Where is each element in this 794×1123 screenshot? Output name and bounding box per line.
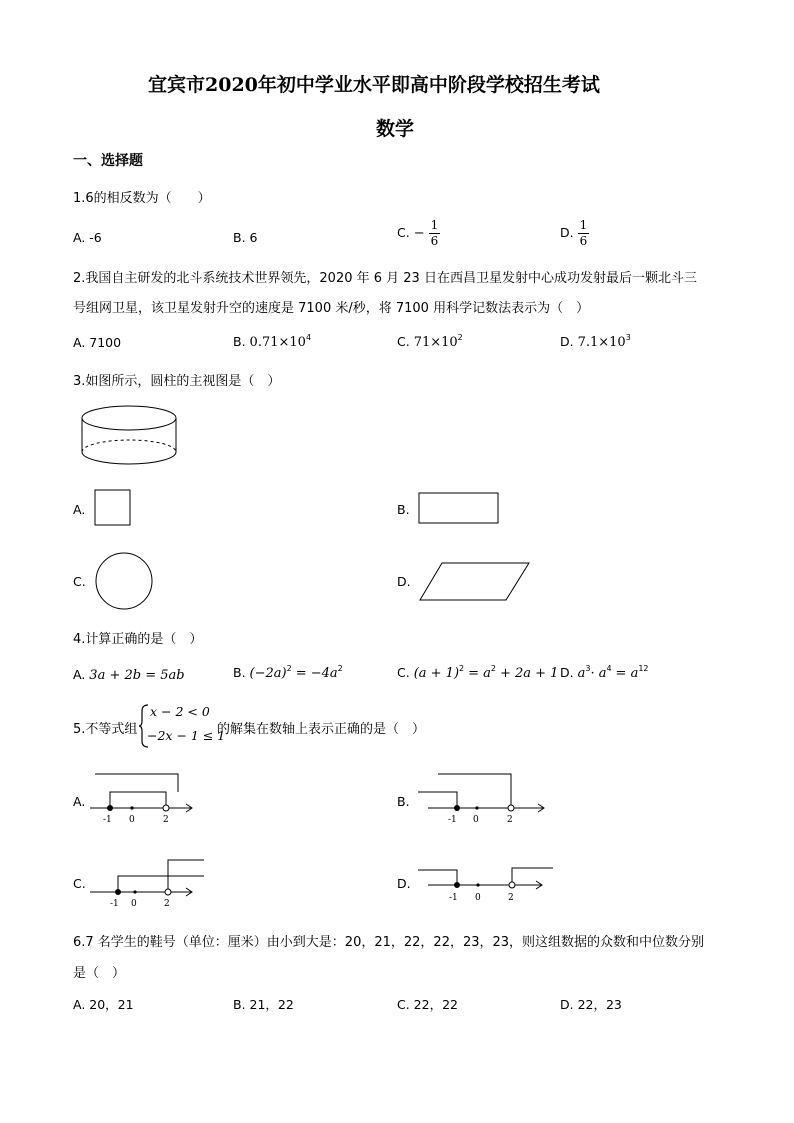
q6-option-b[interactable]: B. 21，22 xyxy=(233,997,294,1012)
math-expr: = −4a xyxy=(295,666,338,681)
exponent: 12 xyxy=(638,664,649,673)
option-label: D. xyxy=(560,225,574,240)
page-subtitle: 数学 xyxy=(376,118,415,140)
exponent: 4 xyxy=(606,664,612,673)
question-2-stem-line2: 号组网卫星，该卫星发射升空的速度是 7100 米/秒，将 7100 用科学记数法表示为（ ） xyxy=(73,301,590,316)
q4-option-c[interactable] xyxy=(397,664,558,681)
tick-label: 0 xyxy=(473,815,479,825)
exponent: 4 xyxy=(305,333,312,342)
exponent: 2 xyxy=(337,664,343,673)
q1-option-b[interactable]: B. 6 xyxy=(233,230,258,245)
tick-label: 2 xyxy=(507,815,513,825)
option-label: B. xyxy=(233,334,246,349)
q4-option-a[interactable] xyxy=(73,667,185,683)
question-4-stem: 4.计算正确的是（ ） xyxy=(73,632,203,647)
exponent: 3 xyxy=(585,664,591,673)
inequality-2: −2x − 1 ≤ 1 xyxy=(147,728,226,743)
q5-option-d-label[interactable]: D. xyxy=(397,876,411,891)
q6-option-c[interactable]: C. 22，22 xyxy=(397,997,458,1012)
option-label: C. xyxy=(397,665,410,680)
math-expr: (−2a) xyxy=(249,666,287,681)
tick-label: 2 xyxy=(163,815,169,825)
tick-label: 2 xyxy=(508,893,514,903)
circle-shape[interactable] xyxy=(93,551,155,611)
tick-label: -1 xyxy=(110,899,119,909)
math-expr: (a + 1) xyxy=(413,666,460,681)
q2-option-c[interactable] xyxy=(397,333,463,350)
exponent: 3 xyxy=(625,333,631,342)
tick-label: 0 xyxy=(131,899,137,909)
q6-option-d[interactable]: D. 22，23 xyxy=(560,997,622,1012)
q5-option-a-label[interactable]: A. xyxy=(73,794,86,809)
q2-option-d[interactable] xyxy=(560,333,631,350)
question-5-stem-post: 的解集在数轴上表示正确的是（ ） xyxy=(217,722,426,737)
exponent: 2 xyxy=(459,664,465,673)
rectangle-shape[interactable] xyxy=(418,492,500,525)
question-6-stem-line2: 是（ ） xyxy=(73,966,126,981)
q2-option-b[interactable] xyxy=(233,333,311,350)
math-expr: + 2a + 1 xyxy=(499,666,559,681)
inequality-1: x − 2 < 0 xyxy=(150,704,210,719)
math-expr: 7.1×10 xyxy=(577,335,626,350)
exponent: 2 xyxy=(490,664,496,673)
q3-option-a-label[interactable]: A. xyxy=(73,502,86,517)
question-2-stem-line1: 2.我国自主研发的北斗系统技术世界领先，2020 年 6 月 23 日在西昌卫星发射中心成功发射最后一颗北斗三 xyxy=(73,271,697,286)
q4-option-d[interactable] xyxy=(560,664,649,681)
q1-option-d[interactable] xyxy=(560,218,589,249)
tick-label: -1 xyxy=(103,815,112,825)
cylinder-figure xyxy=(78,403,180,469)
question-6-stem-line1: 6.7 名学生的鞋号（单位：厘米）由小到大是：20，21，22，22，23，23，则这组数据的众数和中位数分别 xyxy=(73,935,705,950)
math-expr: 3a + 2b = 5ab xyxy=(89,668,185,683)
q3-option-d-label[interactable]: D. xyxy=(397,574,411,589)
option-label: C. xyxy=(397,225,410,240)
square-shape[interactable] xyxy=(94,489,132,527)
q1-option-c[interactable] xyxy=(397,218,440,249)
exponent: 2 xyxy=(457,333,463,342)
number-line-d[interactable] xyxy=(416,858,556,910)
q6-option-a[interactable]: A. 20，21 xyxy=(73,997,134,1012)
section-heading: 一、选择题 xyxy=(73,153,143,169)
option-label: C. xyxy=(397,334,410,349)
math-expr: 71×10 xyxy=(413,335,458,350)
question-5-stem-pre: 5.不等式组 xyxy=(73,722,138,737)
q2-option-a[interactable]: A. 7100 xyxy=(73,335,122,350)
tick-label: -1 xyxy=(449,893,458,903)
math-expr: = a xyxy=(468,666,491,681)
tick-label: 2 xyxy=(164,899,170,909)
option-label: D. xyxy=(560,665,574,680)
fraction: $\frac{1}{6}$ xyxy=(579,218,588,248)
number-line-a[interactable] xyxy=(88,770,198,826)
fraction: $\frac{1}{6}$ xyxy=(430,218,439,248)
option-label: B. xyxy=(233,665,246,680)
number-line-b[interactable] xyxy=(416,770,550,826)
option-label: D. xyxy=(560,334,574,349)
math-expr: 0.71×10 xyxy=(249,335,306,350)
q1-option-a[interactable]: A. -6 xyxy=(73,230,102,245)
exponent: 2 xyxy=(286,664,292,673)
parallelogram-shape[interactable] xyxy=(418,561,532,603)
minus-sign: − xyxy=(413,226,425,241)
page-title: 宜宾市2020年初中学业水平即高中阶段学校招生考试 xyxy=(148,74,600,96)
q3-option-c-label[interactable]: C. xyxy=(73,574,86,589)
question-3-stem: 3.如图所示，圆柱的主视图是（ ） xyxy=(73,374,281,389)
tick-label: 0 xyxy=(129,815,135,825)
q4-option-b[interactable] xyxy=(233,664,343,681)
math-expr: a xyxy=(577,666,586,681)
q5-option-c-label[interactable]: C. xyxy=(73,876,86,891)
number-line-c[interactable] xyxy=(88,854,208,910)
question-1-stem: 1.6的相反数为（ ） xyxy=(73,191,211,206)
tick-label: -1 xyxy=(448,815,457,825)
q5-option-b-label[interactable]: B. xyxy=(397,794,410,809)
q3-option-b-label[interactable]: B. xyxy=(397,502,410,517)
option-label: A. xyxy=(73,667,86,682)
tick-label: 0 xyxy=(475,893,481,903)
math-expr: = a xyxy=(615,666,639,681)
math-expr: · a xyxy=(590,666,607,681)
